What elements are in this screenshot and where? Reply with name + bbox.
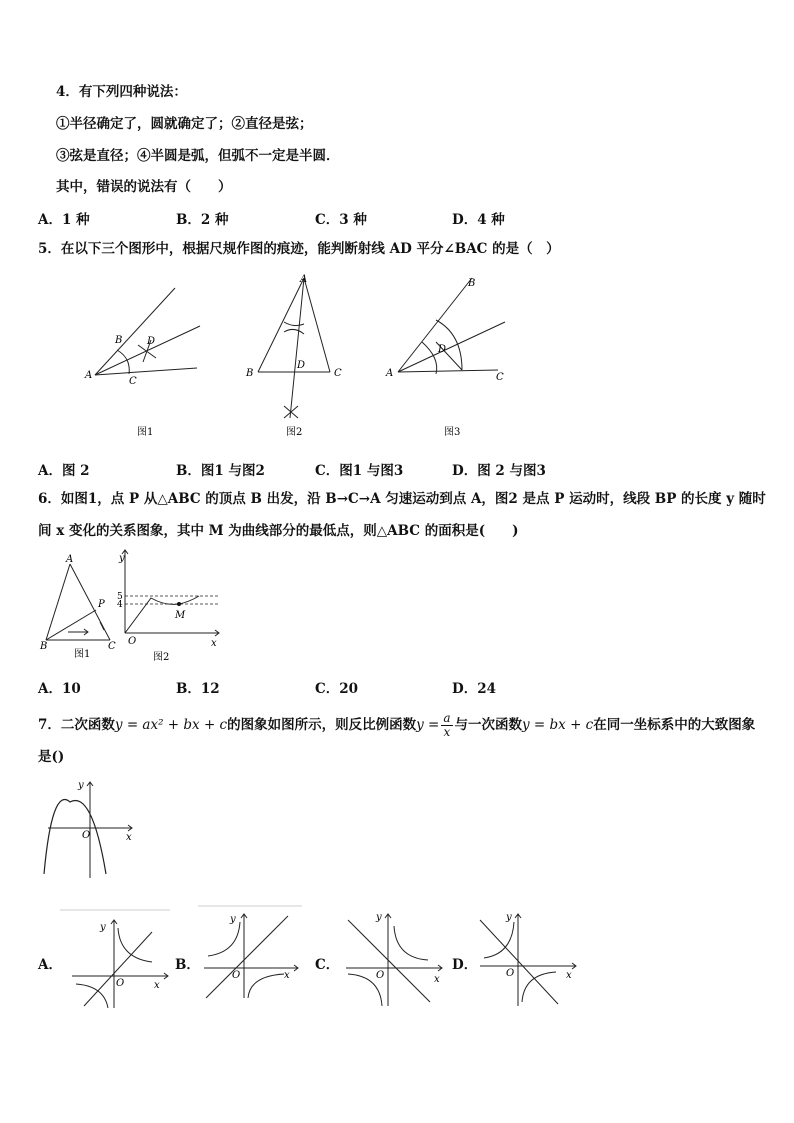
svg-text:B: B: [115, 335, 123, 346]
q6-fig1-label: 图1: [74, 649, 91, 660]
q4-statement-2: ③弦是直径；④半圆是弧，但弧不一定是半圆．: [56, 148, 340, 164]
q6-stem-line-2: 间 x 变化的关系图象，其中 M 为曲线部分的最低点，则△ABC 的面积是( ): [38, 523, 519, 539]
q6-stem-line-1: 6．如图1，点 P 从△ABC 的顶点 B 出发，沿 B→C→A 匀速运动到点 A，图2 是点 P 运动时，线段 BP 的长度 y 随时: [38, 491, 766, 507]
q6-option-a[interactable]: A．10: [38, 681, 81, 697]
q4-option-b[interactable]: B．2 种: [176, 212, 229, 228]
q7-option-c[interactable]: C．: [315, 957, 340, 973]
q7-equation-quadratic: y = ax² + bx + c: [114, 717, 228, 733]
svg-text:B: B: [246, 368, 254, 379]
q5-option-a[interactable]: A．图 2: [38, 463, 90, 479]
q4-question: 其中，错误的说法有（ ）: [56, 179, 232, 195]
svg-text:D: D: [147, 336, 156, 347]
svg-text:A: A: [66, 554, 74, 565]
svg-text:O: O: [116, 978, 125, 989]
q6-graph-tick-4: 4: [117, 600, 123, 610]
q7-fraction-denominator: x: [443, 725, 451, 739]
q7-fraction-numerator: a: [443, 711, 451, 725]
svg-text:A: A: [386, 368, 394, 379]
q7-stem-line-1: [38, 712, 755, 739]
svg-text:y: y: [78, 780, 84, 791]
svg-text:A: A: [85, 370, 93, 381]
svg-text:y: y: [506, 912, 512, 923]
q5-fig3-label: 图3: [444, 427, 461, 438]
q5-stem: 5．在以下三个图形中，根据尺规作图的痕迹，能判断射线 AD 平分∠BAC 的是（ ）: [38, 241, 560, 257]
svg-text:y: y: [119, 553, 125, 564]
svg-text:P: P: [98, 599, 105, 610]
svg-text:y: y: [230, 914, 236, 925]
q4-option-d[interactable]: D．4 种: [452, 212, 505, 228]
q7-stem-c: 与一次函数: [454, 717, 522, 733]
q6-option-c[interactable]: C．20: [315, 681, 359, 697]
svg-text:x: x: [434, 974, 440, 985]
q7-parabola-figure: [40, 776, 140, 880]
svg-text:O: O: [376, 970, 385, 981]
q7-stem-d: 在同一坐标系中的大致图象: [593, 717, 756, 733]
q6-option-d[interactable]: D．24: [452, 681, 496, 697]
q7-option-c-graph: [338, 906, 450, 1011]
q7-stem-b: 的图象如图所示，则反比例函数: [227, 717, 417, 733]
q6-fig2-label: 图2: [153, 652, 170, 663]
q5-option-c[interactable]: C．图1 与图3: [315, 463, 404, 479]
q5-fig1-label: 图1: [137, 427, 154, 438]
q4-statement-1: ①半径确定了，圆就确定了；②直径是弦；: [56, 116, 313, 132]
q6-graph-tick-5: 5: [117, 592, 123, 602]
svg-text:B: B: [40, 641, 48, 652]
svg-text:x: x: [284, 970, 290, 981]
svg-text:C: C: [496, 372, 504, 383]
q7-option-a-graph: [60, 906, 172, 1011]
q5-option-d[interactable]: D．图 2 与图3: [452, 463, 546, 479]
q5-figure-2: [240, 270, 360, 440]
svg-text:A: A: [300, 274, 308, 285]
q7-option-a[interactable]: A．: [38, 957, 62, 973]
q7-option-d-graph: [472, 906, 584, 1011]
svg-text:y: y: [100, 922, 106, 933]
q4-option-a[interactable]: A．1 种: [38, 212, 90, 228]
q7-option-b[interactable]: B．: [175, 957, 200, 973]
svg-text:D: D: [438, 344, 447, 355]
q7-stem-a: 7．二次函数: [38, 717, 115, 733]
q4-stem: 4．有下列四种说法：: [56, 84, 187, 100]
svg-text:x: x: [126, 832, 132, 843]
q7-option-b-graph: [198, 902, 310, 1007]
q4-option-c[interactable]: C．3 种: [315, 212, 367, 228]
svg-text:O: O: [128, 636, 137, 647]
q7-stem-line-2: 是(): [38, 749, 65, 765]
svg-text:O: O: [232, 970, 241, 981]
svg-text:C: C: [129, 376, 137, 387]
q7-option-d[interactable]: D．: [452, 957, 478, 973]
svg-text:C: C: [334, 368, 342, 379]
q5-option-b[interactable]: B．图1 与图2: [176, 463, 265, 479]
svg-text:y: y: [376, 912, 382, 923]
q5-fig2-label: 图2: [286, 427, 303, 438]
svg-text:O: O: [506, 968, 515, 979]
q7-fraction: [441, 712, 452, 739]
svg-text:C: C: [108, 641, 116, 652]
q7-equation-inverse-y: y =: [416, 717, 440, 733]
q6-figure-2-graph: [115, 548, 225, 663]
svg-text:M: M: [175, 610, 186, 621]
q5-figure-3: [380, 270, 525, 440]
q5-figure-1: [75, 270, 220, 440]
q7-equation-linear: y = bx + c: [522, 717, 594, 733]
svg-text:x: x: [566, 970, 572, 981]
svg-text:x: x: [154, 980, 160, 991]
svg-text:D: D: [297, 360, 306, 371]
q6-option-b[interactable]: B．12: [176, 681, 220, 697]
svg-text:x: x: [211, 638, 217, 649]
svg-text:B: B: [468, 278, 476, 289]
svg-text:O: O: [82, 830, 91, 841]
